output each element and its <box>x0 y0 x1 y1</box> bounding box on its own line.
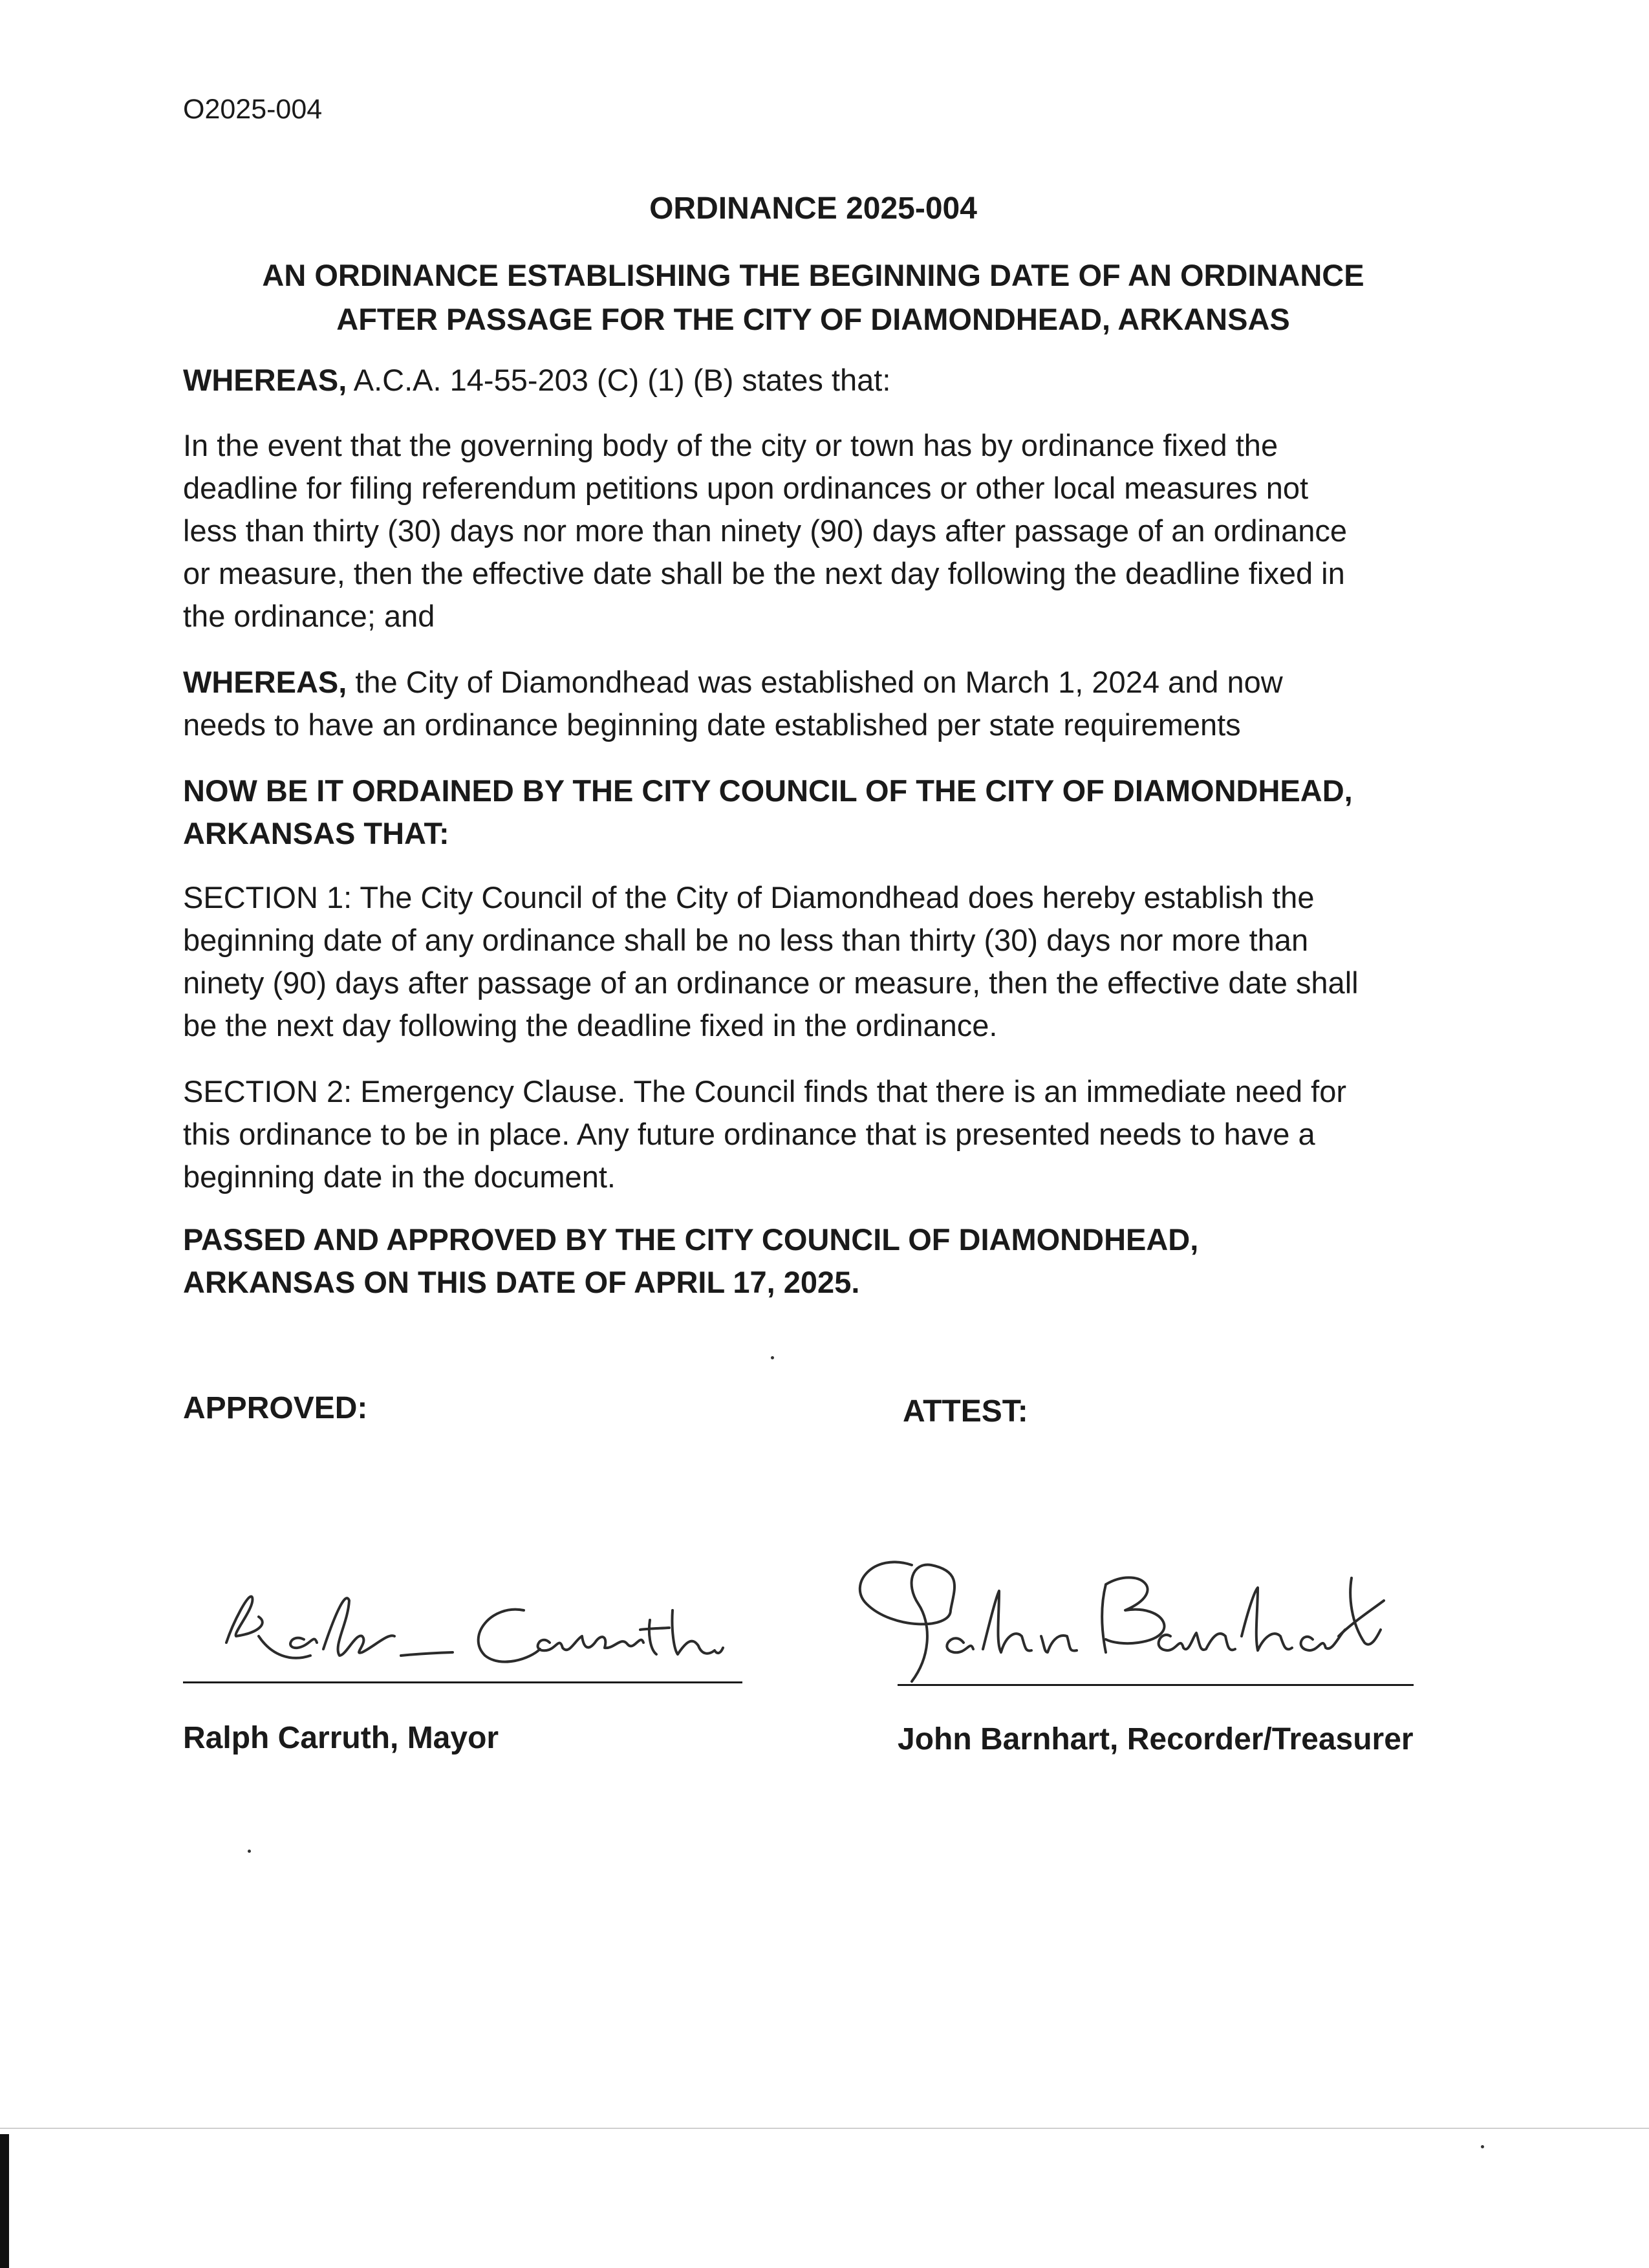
section-2 <box>183 1070 1476 1198</box>
quote-line: or measure, then the effective date shall be the next day following the deadline fixed in <box>183 556 1345 590</box>
section-line: be the next day following the deadline fixed in the ordinance. <box>183 1008 998 1042</box>
whereas-lead: WHEREAS, <box>183 665 347 699</box>
scan-speck <box>771 1356 774 1359</box>
mayor-signature-line <box>183 1681 742 1683</box>
recorder-signature-line <box>898 1684 1414 1686</box>
ordinance-subtitle <box>0 254 1626 341</box>
ordained-line: NOW BE IT ORDAINED BY THE CITY COUNCIL OF THE CITY OF DIAMONDHEAD, <box>183 773 1353 808</box>
scan-edge-line <box>0 2128 1649 2129</box>
ordinance-title: ORDINANCE 2025-004 <box>649 191 977 226</box>
section-line: ninety (90) days after passage of an ordinance or measure, then the effective date shall <box>183 966 1359 1000</box>
section-line: beginning date in the document. <box>183 1160 616 1194</box>
ordained-clause <box>183 770 1476 855</box>
document-id: O2025-004 <box>183 94 323 125</box>
mayor-name: Ralph Carruth, Mayor <box>183 1721 499 1755</box>
passed-approved-clause <box>183 1218 1476 1304</box>
ordained-line: ARKANSAS THAT: <box>183 816 449 850</box>
subtitle-line: AFTER PASSAGE FOR THE CITY OF DIAMONDHEAD, ARKANSAS <box>336 302 1290 336</box>
quote-line: In the event that the governing body of the city or town has by ordinance fixed the <box>183 428 1278 462</box>
recorder-name: John Barnhart, Recorder/Treasurer <box>898 1722 1414 1756</box>
passed-line: PASSED AND APPROVED BY THE CITY COUNCIL OF DIAMONDHEAD, <box>183 1222 1199 1257</box>
whereas-lead: WHEREAS, <box>183 363 347 397</box>
recorder-signature <box>834 1539 1403 1694</box>
section-line: beginning date of any ordinance shall be no less than thirty (30) days nor more than <box>183 923 1309 957</box>
scan-speck <box>248 1850 251 1853</box>
quote-line: deadline for filing referendum petitions upon ordinances or other local measures not <box>183 471 1309 505</box>
subtitle-line: AN ORDINANCE ESTABLISHING THE BEGINNING DATE OF AN ORDINANCE <box>262 258 1364 292</box>
scan-speck <box>1481 2145 1484 2148</box>
approved-label: APPROVED: <box>183 1391 368 1425</box>
whereas-paragraph-2 <box>183 661 1476 746</box>
attest-label: ATTEST: <box>903 1394 1028 1429</box>
section-line: SECTION 1: The City Council of the City of Diamondhead does hereby establish the <box>183 880 1315 914</box>
scan-edge-shadow <box>0 2134 9 2268</box>
quote-line: the ordinance; and <box>183 599 435 633</box>
whereas-text: the City of Diamondhead was established on March 1, 2024 and now <box>347 665 1283 699</box>
section-1 <box>183 876 1476 1047</box>
whereas-text: needs to have an ordinance beginning date established per state requirements <box>183 707 1241 742</box>
quote-line: less than thirty (30) days nor more than ninety (90) days after passage of an ordinance <box>183 513 1348 548</box>
whereas-text: A.C.A. 14-55-203 (C) (1) (B) states that: <box>347 363 891 397</box>
section-line: this ordinance to be in place. Any future ordinance that is presented needs to have a <box>183 1117 1315 1151</box>
quote-paragraph <box>183 424 1476 638</box>
whereas-paragraph-1 <box>183 359 1476 402</box>
passed-line: ARKANSAS ON THIS DATE OF APRIL 17, 2025. <box>183 1265 860 1299</box>
section-line: SECTION 2: Emergency Clause. The Council finds that there is an immediate need for <box>183 1074 1347 1108</box>
